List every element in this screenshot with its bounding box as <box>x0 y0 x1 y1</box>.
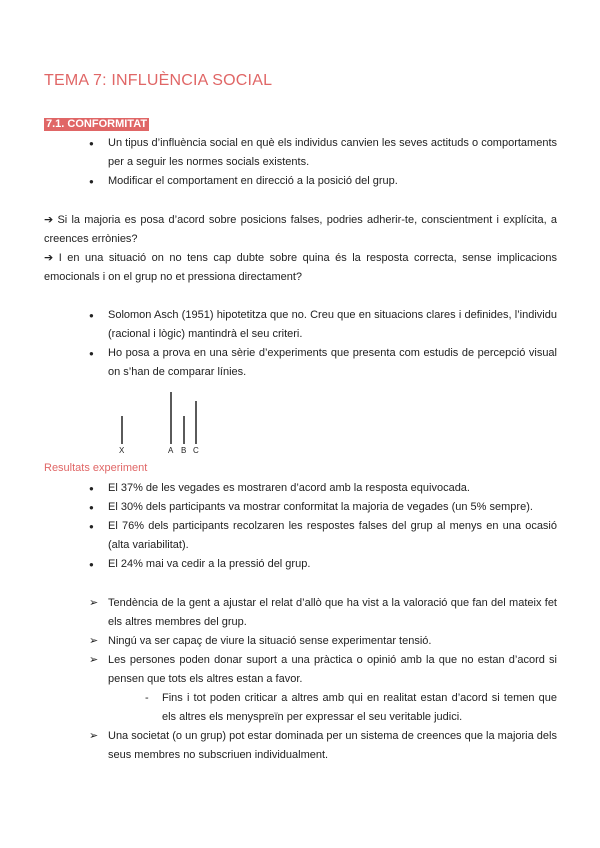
conclusion-text: Les persones poden donar suport a una pràctica o opinió amb la que no estan d’acord si pensen que tots els altres estan a favor. <box>108 654 557 685</box>
list-item: ● El 24% mai va cedir a la pressió del grup. <box>89 555 557 574</box>
sub-point-text: Fins i tot poden criticar a altres amb qui en realitat estan d’acord si temen que els altres els menyspreïn per expressar el seu veritable judici. <box>162 692 557 723</box>
list-item <box>89 632 557 651</box>
conclusion-text: Tendència de la gent a ajustar el relat d’allò que ha vist a la valoració que fan del mateix fet els altres membres del grup. <box>108 597 557 628</box>
list-item: ● Ho posa a prova en una sèrie d’experiments que presenta com estudis de percepció visual on s’han de comparar línies. <box>89 344 557 382</box>
label-x: X <box>119 446 125 454</box>
list-item <box>145 689 557 727</box>
results-bullet-list <box>89 479 557 574</box>
label-a: A <box>168 446 174 454</box>
list-item <box>89 651 557 727</box>
intro-bullet-list <box>89 134 557 191</box>
arrow-bullet-icon: ➢ <box>89 730 99 742</box>
dash-bullet-icon: - <box>145 692 149 704</box>
question-paragraph: ➔ I en una situació on no tens cap dubte sobre quina és la resposta correcta, sense implicacions emocionals i on el grup no et pressiona directament? <box>44 252 557 283</box>
results-heading: Resultats experiment <box>44 462 148 474</box>
conclusion-text: Una societat (o un grup) pot estar dominada per un sistema de creences que la majoria dels seus membres no subscriuen individualment. <box>108 730 557 761</box>
conclusion-text: Ningú va ser capaç de viure la situació sense experimentar tensió. <box>108 635 432 647</box>
arrow-bullet-icon: ➢ <box>89 635 99 647</box>
list-item: ● Modificar el comportament en direcció a la posició del grup. <box>89 172 557 191</box>
asch-bullet-list <box>89 306 557 382</box>
list-item: ● El 30% dels participants va mostrar conformitat la majoria de vegades (un 5% sempre). <box>89 498 557 517</box>
label-c: C <box>193 446 199 454</box>
list-item <box>89 594 557 632</box>
arrow-bullet-icon: ➢ <box>89 597 99 609</box>
sub-list <box>108 689 557 727</box>
label-b: B <box>181 446 187 454</box>
list-item: ● Un tipus d’influència social en què els individus canvien les seves actituds o comportaments per a seguir les normes socials existents. <box>89 134 557 172</box>
list-item <box>89 727 557 765</box>
asch-lines-figure <box>112 390 212 454</box>
conclusions-list <box>89 594 557 765</box>
list-item: ● Solomon Asch (1951) hipotetitza que no. Creu que en situacions clares i definides, l’individu (racional i lògic) mantindrà el seu criteri. <box>89 306 557 344</box>
section-heading: 7.1. CONFORMITAT <box>46 118 148 130</box>
page-title: TEMA 7: INFLUÈNCIA SOCIAL <box>44 72 273 89</box>
arrow-bullet-icon: ➢ <box>89 654 99 666</box>
list-item: ● El 76% dels participants recolzaren les respostes falses del grup al menys en una ocasió (alta variabilitat). <box>89 517 557 555</box>
list-item: ● El 37% de les vegades es mostraren d’acord amb la resposta equivocada. <box>89 479 557 498</box>
question-paragraph: ➔ Si la majoria es posa d’acord sobre posicions falses, podries adherir-te, conscientment i explícita, a creences errònies? <box>44 214 557 245</box>
